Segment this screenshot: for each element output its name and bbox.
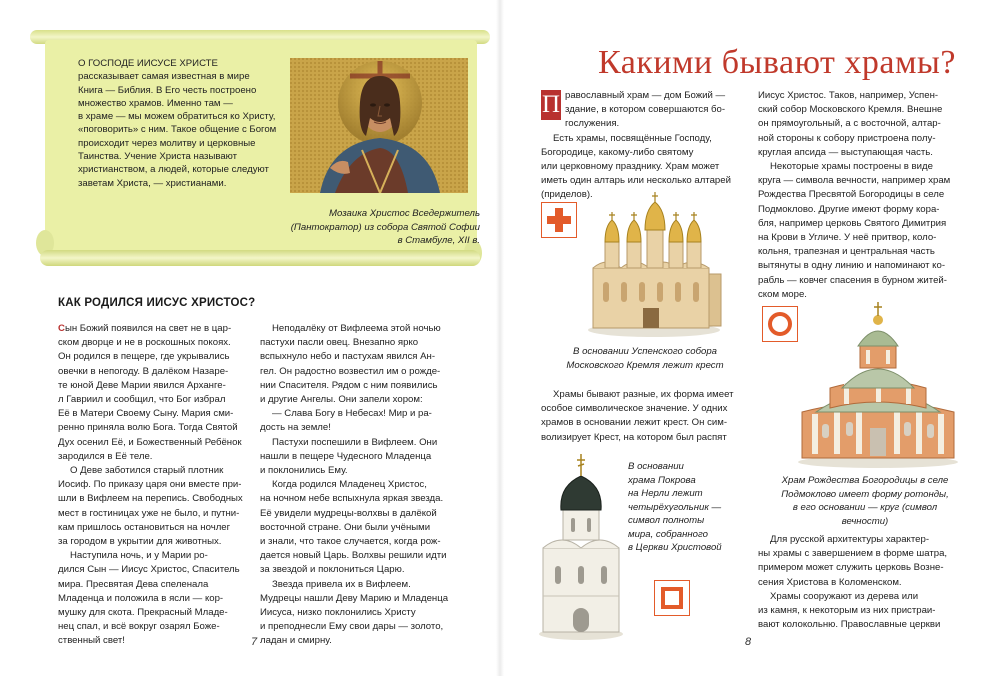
text-line: и знали, что такое случается, когда рож- [260, 536, 441, 548]
text-line: ственный свет! [58, 635, 125, 647]
intro-line: происходит через молитву и церковные [78, 137, 256, 149]
text-line: нашли в пещере Чудесного Младенца [260, 450, 432, 462]
text-line: пастухи пасли овец. Внезапно ярко [260, 337, 419, 349]
intro-line: в храме — мы можем обратиться ко Христу, [78, 111, 276, 123]
text-line: гел. Он радостно возвестил им о рожде- [260, 365, 441, 377]
text-line: круглая апсида — выступающая часть. [758, 146, 933, 158]
caption-line: храма Покрова [628, 474, 696, 486]
text-line: те юной Деве Марии явился Арханге- [58, 379, 226, 391]
text-line: здание, в котором совершаются бо- [565, 104, 726, 116]
text-line: ладан и смирну. [260, 635, 332, 647]
text-line: ском море. [758, 288, 807, 300]
text-line: на ночном небе вспыхнула яркая звезда. [260, 493, 444, 505]
intro-line: О ГОСПОДЕ ИИСУСЕ ХРИСТЕ [78, 58, 218, 69]
caption-line: четырёхугольник — [628, 501, 722, 513]
caption-line: В основании [628, 461, 684, 472]
podmoklovo-rotunda-illustration [790, 300, 965, 470]
mosaic-caption [250, 207, 480, 248]
text-line: О Деве заботился старый плотник [70, 465, 224, 477]
intro-line: заветам Христа, — христианами. [78, 177, 227, 189]
text-line: Наступила ночь, и у Марии ро- [70, 550, 208, 562]
text-line: волизирует Крест, на котором был распят [541, 431, 727, 443]
text-line: — Слава Богу в Небесах! Мир и ра- [272, 408, 432, 420]
text-line: Храмы бывают разные, их форма имеет [553, 389, 734, 400]
text-line: гослужения. [565, 118, 620, 130]
caption-line: В основании Успенского собора [573, 346, 717, 357]
text-line: мира. Пресвятая Дева спеленала [58, 578, 209, 590]
text-line: Для русской архитектуры характер- [770, 534, 930, 545]
caption-line: мира, собранного [628, 528, 708, 540]
cross-icon [542, 203, 576, 237]
pokrov-caption [628, 460, 734, 555]
text-line: нец спал, и всё вокруг озарял Боже- [58, 621, 220, 633]
cross-symbol-box [541, 202, 577, 238]
text-line: за звездой и поклониться Царю. [260, 564, 405, 576]
text-line: Иосиф. По приказу царя они вместе при- [58, 479, 242, 491]
caption-line: в Стамбуле, XII в. [397, 235, 480, 246]
text-line: из камня, к некоторым из них пристраи- [758, 605, 936, 617]
text-line: особое символическое значение. У одних [541, 403, 728, 415]
pokrov-church-illustration [535, 448, 627, 643]
text-line: дость на земле! [260, 422, 331, 434]
text-line: вают колокольню. Православные церкви [758, 619, 941, 631]
right-column-2 [758, 89, 954, 302]
text-line: Когда родился Младенец Христос, [272, 479, 427, 491]
intro-line: множество храмов. Именно там — [78, 97, 233, 109]
right-mid-paragraph [541, 388, 737, 445]
text-line: кам пришлось остановиться на ночлег [58, 521, 231, 533]
text-line: вытянуты в одну линию и напоминают ко- [758, 260, 946, 272]
dropcap-letter: С [58, 323, 65, 334]
text-line: ной стороны к собору пристроена полу- [758, 132, 936, 144]
text-line: овечки в непогоду. В далёком Назаре- [58, 365, 229, 377]
text-line: ын Божий появился на свет не в цар- [64, 323, 232, 334]
caption-line: Мозаика Христос Вседержитель [328, 208, 480, 219]
text-line: л Гавриил и сообщил, что Бог избрал [58, 394, 226, 406]
text-line: Рождества Пресвятой Богородицы в селе [758, 189, 945, 201]
christ-pantocrator-mosaic [290, 58, 468, 193]
text-line: Её увидели мудрецы-волхвы в далёкой [260, 507, 437, 519]
text-line: Неподалёку от Вифлеема этой ночью [272, 323, 441, 334]
text-line: ны храмы с завершением в форме шатра, [758, 548, 948, 560]
caption-line: Московского Кремля лежит крест [566, 359, 724, 371]
text-line: Пастухи поспешили в Вифлеем. Они [272, 436, 438, 448]
text-line: мушку для скота. Прекрасный Младе- [58, 607, 228, 619]
text-line: и другие Ангелы. Они запели хором: [260, 394, 423, 406]
page-number-left: 7 [251, 636, 258, 648]
intro-line: «поговорить» с ним. Такое общение с Богом [78, 124, 277, 136]
text-line: шли в Вифлеем на перепись. Свободных [58, 493, 243, 505]
text-line: нии Спасителя. Рядом с ним появились [260, 379, 438, 391]
text-line: Мудрецы нашли Деву Марию и Младенца [260, 592, 449, 604]
text-line: Подмоклово. Другие имеют форму кора- [758, 203, 940, 215]
text-line: Её в Матери Своему Сыну. Мария сми- [58, 408, 234, 420]
right-bottom-paragraph [758, 533, 954, 632]
text-line: бля, например церковь Святого Димитрия [758, 217, 947, 229]
caption-line: Подмоклово имеет форму ротонды, [781, 488, 949, 500]
text-line: ренно приняла волю Бога. Тогда Святой [58, 422, 238, 434]
uspensky-cathedral-illustration [583, 190, 725, 340]
intro-line: христианством, а людей, которые следуют [78, 164, 269, 176]
text-line: и преподнесли Ему свои дары — золото, [260, 621, 444, 633]
text-line: Он родился в пещере, где укрывались [58, 351, 230, 363]
cathedral-caption [555, 345, 735, 372]
section-title: КАК РОДИЛСЯ ИИСУС ХРИСТОС? [58, 297, 256, 309]
intro-paragraph [78, 57, 288, 190]
text-line: иметь один алтарь или несколько алтарей [541, 175, 731, 187]
text-line: (приделов). [541, 189, 593, 201]
text-line: и поклонились Ему. [260, 465, 348, 477]
text-line: восточной стране. Они были учёными [260, 521, 431, 533]
text-line: на Крови в Угличе. У неё притвор, коло- [758, 232, 937, 244]
left-column-2 [260, 322, 456, 649]
scroll-bottom-roll [40, 250, 480, 266]
text-line: примером может служить церковь Возне- [758, 562, 944, 574]
page-title: Какими бывают храмы? [598, 44, 956, 81]
text-line: круга — символа вечности, например храм [758, 175, 951, 187]
left-column-1 [58, 322, 246, 649]
caption-line: (Пантократор) из собора Святой Софии [290, 221, 480, 233]
text-line: за городом в укрытии для животных. [58, 536, 222, 548]
text-line: Некоторые храмы построены в виде [770, 161, 933, 173]
rotunda-caption [770, 474, 960, 528]
text-line: храмов в основании лежит крест. Он сим- [541, 417, 728, 429]
text-line: Иисус Христос. Таков, например, Успен- [758, 90, 939, 101]
text-line: ский собор Московского Кремля. Внешне [758, 104, 943, 116]
text-line: он прямоугольный, а с восточной, алтар- [758, 118, 941, 130]
caption-line: Храм Рождества Богородицы в селе [781, 475, 949, 486]
text-line: Есть храмы, посвящённые Господу, [553, 132, 712, 144]
text-line: дается новый Царь. Волхвы решили идти [260, 550, 447, 562]
caption-line: в его основании — круг (символ вечности) [792, 502, 938, 527]
text-line: Богородице, какому-либо святому [541, 146, 694, 158]
text-line: зародился в Её теле. [58, 450, 153, 462]
book-gutter [496, 0, 504, 676]
intro-line: рассказывает самая известная в мире [78, 71, 250, 83]
text-line: сения Христова в Коломенском. [758, 576, 902, 588]
text-line: Младенца и положила в ясли — кор- [58, 592, 224, 604]
text-line: вспыхнуло небо и пастухам явился Ан- [260, 351, 436, 363]
text-line: равославный храм — дом Божий — [565, 90, 726, 101]
text-line: или церковному празднику. Храм может [541, 161, 720, 173]
square-symbol-box [654, 580, 690, 616]
text-line: ском дворце и не в роскошных покоях. [58, 337, 231, 349]
right-intro [541, 89, 737, 203]
text-line: Храмы сооружают из дерева или [770, 590, 919, 602]
text-line: Звезда привела их в Вифлеем. [272, 578, 411, 590]
text-line: мест в гостиницах уже не было, и путни- [58, 507, 240, 519]
text-line: дился Сын — Иисус Христос, Спаситель [58, 564, 240, 576]
dropcap-letter: П [541, 91, 561, 118]
intro-line: Таинства. Учение Христа называют [78, 151, 238, 163]
text-line: кольня, трапезная и центральная часть [758, 246, 935, 258]
text-line: Иисуса, низко поклонились Христу [260, 607, 416, 619]
page-number-right: 8 [745, 636, 752, 648]
square-icon [655, 581, 689, 615]
caption-line: символ полноты [628, 515, 705, 526]
caption-line: в Церкви Христовой [628, 542, 722, 553]
text-line: Дух осенил Её, и Божественный Ребёнок [58, 436, 242, 448]
text-line: рабль — ковчег спасения в бурном житей- [758, 274, 947, 286]
intro-line: Книга — Библия. В Его честь построено [78, 84, 257, 96]
caption-line: на Нерли лежит [628, 488, 703, 499]
